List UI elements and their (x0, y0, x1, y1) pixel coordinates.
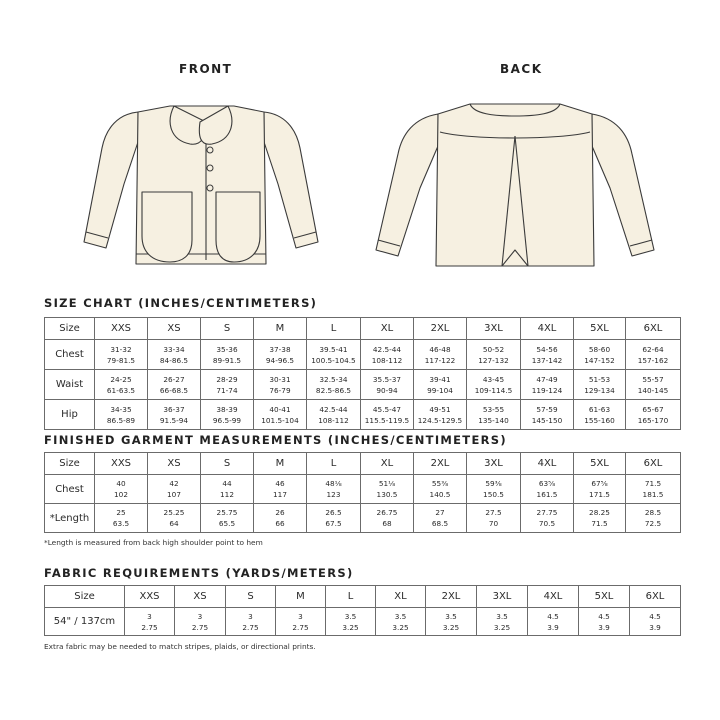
inch-value: 28.5 (644, 508, 662, 517)
fabric-requirements-title: FABRIC REQUIREMENTS (YARDS/METERS) (44, 566, 354, 580)
size-chart-table (44, 317, 681, 430)
cm-value: 63.5 (112, 519, 130, 528)
header-cell: XXS (95, 453, 148, 475)
cm-value: 86.5-89 (106, 415, 136, 425)
inch-value: 42.5-44 (319, 404, 348, 414)
data-cell (254, 475, 307, 504)
cm-value: 79-81.5 (106, 355, 136, 365)
table-row (45, 504, 681, 533)
inch-value: 40-41 (269, 404, 291, 414)
header-cell: 5XL (574, 318, 626, 340)
inch-value: 26.5 (325, 508, 342, 517)
cm-value: 84-86.5 (159, 355, 189, 365)
cm-value: 72.5 (644, 519, 662, 528)
yard-value: 3 (197, 611, 203, 621)
data-cell (95, 400, 148, 430)
row-label: Waist (45, 370, 95, 400)
inch-value: 71.5 (644, 479, 662, 488)
inch-value: 39.5-41 (319, 344, 348, 354)
size-chart-title: SIZE CHART (INCHES/CENTIMETERS) (44, 296, 318, 310)
cm-value: 137-142 (531, 355, 563, 365)
inch-value: 28.25 (589, 508, 610, 517)
cm-value: 68.5 (431, 519, 449, 528)
meter-value: 3.25 (493, 622, 511, 632)
finished-garment-title: FINISHED GARMENT MEASUREMENTS (INCHES/CENTIMETERS) (44, 433, 507, 447)
table-row (45, 340, 681, 370)
meter-value: 2.75 (242, 622, 259, 632)
inch-value: 25.25 (163, 508, 185, 517)
cm-value: 70.5 (538, 519, 556, 528)
data-cell (361, 340, 414, 370)
cm-value: 117 (273, 490, 287, 499)
cm-value: 67.5 (325, 519, 342, 528)
yard-value: 3 (298, 611, 303, 621)
data-cell (148, 504, 201, 533)
data-cell (521, 400, 574, 430)
data-cell (361, 504, 414, 533)
data-cell (521, 504, 574, 533)
inch-value: 28-29 (216, 374, 238, 384)
header-cell: XS (175, 586, 226, 608)
header-cell: 6XL (630, 586, 681, 608)
data-cell (521, 475, 574, 504)
data-cell (201, 370, 254, 400)
cm-value: 65.5 (218, 519, 236, 528)
data-cell (95, 370, 148, 400)
yard-value: 3.5 (496, 611, 508, 621)
data-cell (307, 370, 361, 400)
cm-value: 108-112 (318, 415, 349, 425)
header-cell: L (326, 586, 376, 608)
header-cell: XXS (125, 586, 175, 608)
data-cell (426, 608, 477, 636)
header-cell: 6XL (626, 453, 681, 475)
cm-value: 100.5-104.5 (311, 355, 356, 365)
data-cell (574, 400, 626, 430)
inch-value: 53-55 (482, 404, 505, 414)
cm-value: 66 (275, 519, 285, 528)
cm-value: 91.5-94 (159, 415, 189, 425)
header-cell: 4XL (521, 318, 574, 340)
data-cell (148, 400, 201, 430)
cm-value: 68 (382, 519, 392, 528)
header-cell: S (201, 453, 254, 475)
cm-value: 181.5 (642, 490, 664, 499)
cm-value: 127-132 (478, 355, 509, 365)
cm-value: 140.5 (429, 490, 451, 499)
header-cell: M (254, 318, 307, 340)
data-cell (148, 370, 201, 400)
yard-value: 3.5 (344, 611, 357, 621)
cm-value: 64 (169, 519, 179, 528)
inch-value: 26-27 (163, 374, 185, 384)
cm-value: 157-162 (637, 355, 669, 365)
data-cell (361, 475, 414, 504)
inch-value: 35.5-37 (372, 374, 402, 384)
inch-value: 48⅛ (325, 479, 342, 488)
inch-value: 44 (222, 479, 232, 488)
data-cell (254, 504, 307, 533)
back-view-label: BACK (500, 62, 543, 76)
cm-value: 129-134 (584, 385, 615, 395)
cm-value: 90-94 (376, 385, 398, 395)
header-cell: 5XL (574, 453, 626, 475)
data-cell (626, 340, 681, 370)
header-cell: 2XL (414, 453, 467, 475)
header-cell: XL (361, 453, 414, 475)
yard-value: 3.5 (394, 611, 407, 621)
cm-value: 71.5 (591, 519, 608, 528)
cm-value: 107 (167, 490, 181, 499)
inch-value: 46-48 (429, 344, 451, 354)
table-row (45, 318, 681, 340)
inch-value: 55-57 (642, 374, 664, 384)
inch-value: 67⅝ (591, 479, 608, 488)
cm-value: 155-160 (584, 415, 615, 425)
data-cell (276, 608, 326, 636)
data-cell (307, 340, 361, 370)
row-label: Hip (45, 400, 95, 430)
cm-value: 61-63.5 (106, 385, 136, 395)
data-cell (467, 504, 521, 533)
meter-value: 2.75 (141, 622, 158, 632)
inch-value: 26 (275, 508, 285, 517)
inch-value: 32.5-34 (319, 374, 348, 384)
inch-value: 51-53 (588, 374, 611, 384)
inch-value: 25.75 (216, 508, 238, 517)
inch-value: 33-34 (163, 344, 185, 354)
inch-value: 35-36 (216, 344, 238, 354)
header-cell: XS (148, 318, 201, 340)
inch-value: 27.75 (536, 508, 558, 517)
header-cell: S (226, 586, 276, 608)
meter-value: 3.9 (547, 622, 559, 632)
finished-garment-table (44, 452, 681, 533)
inch-value: 65-67 (642, 404, 664, 414)
data-cell (307, 504, 361, 533)
data-cell (201, 340, 254, 370)
data-cell (326, 608, 376, 636)
cm-value: 76-79 (269, 385, 291, 395)
header-cell: M (254, 453, 307, 475)
cm-value: 70 (488, 519, 499, 528)
data-cell (414, 370, 467, 400)
inch-value: 26.75 (376, 508, 398, 517)
yard-value: 4.5 (598, 611, 610, 621)
yard-value: 4.5 (547, 611, 559, 621)
table-row (45, 370, 681, 400)
header-cell: XXS (95, 318, 148, 340)
data-cell (467, 340, 521, 370)
header-cell: XL (361, 318, 414, 340)
length-footnote: *Length is measured from back high shoulder point to hem (44, 538, 263, 547)
inch-value: 63⅝ (538, 479, 556, 488)
data-cell (574, 370, 626, 400)
inch-value: 24-25 (110, 374, 132, 384)
data-cell (630, 608, 681, 636)
data-cell (414, 475, 467, 504)
table-row (45, 453, 681, 475)
data-cell (307, 475, 361, 504)
inch-value: 57-59 (536, 404, 558, 414)
data-cell (477, 608, 528, 636)
header-cell: 6XL (626, 318, 681, 340)
fabric-footnote: Extra fabric may be needed to match stripes, plaids, or directional prints. (44, 642, 316, 651)
data-cell (467, 400, 521, 430)
inch-value: 39-41 (429, 374, 451, 384)
header-cell: S (201, 318, 254, 340)
inch-value: 47-49 (536, 374, 558, 384)
cm-value: 102 (114, 490, 128, 499)
inch-value: 34-35 (110, 404, 132, 414)
data-cell (201, 400, 254, 430)
data-cell (626, 370, 681, 400)
header-cell: 4XL (521, 453, 574, 475)
inch-value: 62-64 (642, 344, 664, 354)
inch-value: 30-31 (269, 374, 291, 384)
cm-value: 115.5-119.5 (364, 415, 410, 425)
yard-value: 3 (248, 611, 253, 621)
header-cell: 2XL (414, 318, 467, 340)
header-cell: Size (45, 453, 95, 475)
cm-value: 99-104 (427, 385, 453, 395)
data-cell (148, 475, 201, 504)
cm-value: 117-122 (424, 355, 456, 365)
data-cell (95, 504, 148, 533)
meter-value: 3.25 (342, 622, 359, 632)
cm-value: 135-140 (478, 415, 509, 425)
data-cell (521, 370, 574, 400)
data-cell (125, 608, 175, 636)
header-cell: M (276, 586, 326, 608)
data-cell (574, 340, 626, 370)
data-cell (574, 475, 626, 504)
data-cell (95, 340, 148, 370)
header-cell: XS (148, 453, 201, 475)
table-row (45, 586, 681, 608)
cm-value: 71-74 (216, 385, 238, 395)
inch-value: 58-60 (588, 344, 611, 354)
cm-value: 165-170 (637, 415, 669, 425)
inch-value: 43-45 (482, 374, 505, 384)
data-cell (626, 475, 681, 504)
meter-value: 3.25 (442, 622, 460, 632)
data-cell (376, 608, 426, 636)
cm-value: 123 (326, 490, 341, 499)
cm-value: 145-150 (531, 415, 563, 425)
header-cell: L (307, 318, 361, 340)
data-cell (414, 504, 467, 533)
data-cell (361, 370, 414, 400)
data-cell (528, 608, 579, 636)
data-cell (414, 340, 467, 370)
table-row (45, 400, 681, 430)
data-cell (467, 370, 521, 400)
inch-value: 42 (169, 479, 179, 488)
data-cell (626, 504, 681, 533)
header-cell: 3XL (477, 586, 528, 608)
meter-value: 2.75 (191, 622, 209, 632)
fabric-requirements-table (44, 585, 681, 636)
meter-value: 3.9 (649, 622, 661, 632)
inch-value: 50-52 (482, 344, 505, 354)
inch-value: 25 (116, 508, 126, 517)
cm-value: 150.5 (483, 490, 504, 499)
yard-value: 4.5 (649, 611, 661, 621)
data-cell (307, 400, 361, 430)
inch-value: 55⅜ (431, 479, 449, 488)
row-label: Chest (45, 340, 95, 370)
table-row (45, 608, 681, 636)
inch-value: 54-56 (536, 344, 558, 354)
header-cell: XL (376, 586, 426, 608)
inch-value: 51⅛ (378, 479, 396, 488)
cm-value: 119-124 (531, 385, 563, 395)
data-cell (95, 475, 148, 504)
header-cell: Size (45, 318, 95, 340)
cm-value: 147-152 (584, 355, 615, 365)
data-cell (148, 340, 201, 370)
data-cell (574, 504, 626, 533)
cm-value: 171.5 (589, 490, 610, 499)
cm-value: 124.5-129.5 (417, 415, 463, 425)
cm-value: 66-68.5 (159, 385, 189, 395)
inch-value: 37-38 (269, 344, 291, 354)
cm-value: 101.5-104 (261, 415, 299, 425)
inch-value: 61-63 (588, 404, 611, 414)
cm-value: 94-96.5 (265, 355, 295, 365)
inch-value: 31-32 (110, 344, 132, 354)
data-cell (254, 340, 307, 370)
back-jacket-illustration (370, 92, 660, 278)
inch-value: 40 (116, 479, 126, 488)
header-cell: 3XL (467, 453, 521, 475)
yard-value: 3.5 (445, 611, 457, 621)
inch-value: 45.5-47 (372, 404, 402, 414)
inch-value: 27.5 (485, 508, 502, 517)
cm-value: 96.5-99 (212, 415, 242, 425)
table-row (45, 475, 681, 504)
header-cell: 4XL (528, 586, 579, 608)
row-label: *Length (45, 504, 95, 533)
data-cell (201, 504, 254, 533)
header-cell: Size (45, 586, 125, 608)
row-label: 54" / 137cm (45, 608, 125, 636)
data-cell (361, 400, 414, 430)
cm-value: 130.5 (376, 490, 398, 499)
inch-value: 38-39 (216, 404, 238, 414)
data-cell (254, 400, 307, 430)
meter-value: 3.9 (598, 622, 610, 632)
inch-value: 42.5-44 (372, 344, 402, 354)
header-cell: 5XL (579, 586, 630, 608)
inch-value: 36-37 (163, 404, 185, 414)
cm-value: 89-91.5 (212, 355, 242, 365)
data-cell (521, 340, 574, 370)
cm-value: 108-112 (371, 355, 403, 365)
row-label: Chest (45, 475, 95, 504)
data-cell (626, 400, 681, 430)
header-cell: 2XL (426, 586, 477, 608)
inch-value: 46 (275, 479, 285, 488)
inch-value: 49-51 (429, 404, 451, 414)
meter-value: 2.75 (292, 622, 309, 632)
data-cell (467, 475, 521, 504)
data-cell (579, 608, 630, 636)
cm-value: 161.5 (536, 490, 558, 499)
cm-value: 109-114.5 (474, 385, 513, 395)
data-cell (254, 370, 307, 400)
data-cell (175, 608, 226, 636)
data-cell (414, 400, 467, 430)
header-cell: L (307, 453, 361, 475)
front-jacket-illustration (78, 92, 328, 278)
inch-value: 27 (435, 508, 445, 517)
meter-value: 3.25 (392, 622, 409, 632)
yard-value: 3 (147, 611, 152, 621)
cm-value: 82.5-86.5 (315, 385, 352, 395)
cm-value: 140-145 (637, 385, 669, 395)
data-cell (201, 475, 254, 504)
cm-value: 112 (220, 490, 234, 499)
data-cell (226, 608, 276, 636)
header-cell: 3XL (467, 318, 521, 340)
front-view-label: FRONT (179, 62, 233, 76)
inch-value: 59⅜ (485, 479, 502, 488)
